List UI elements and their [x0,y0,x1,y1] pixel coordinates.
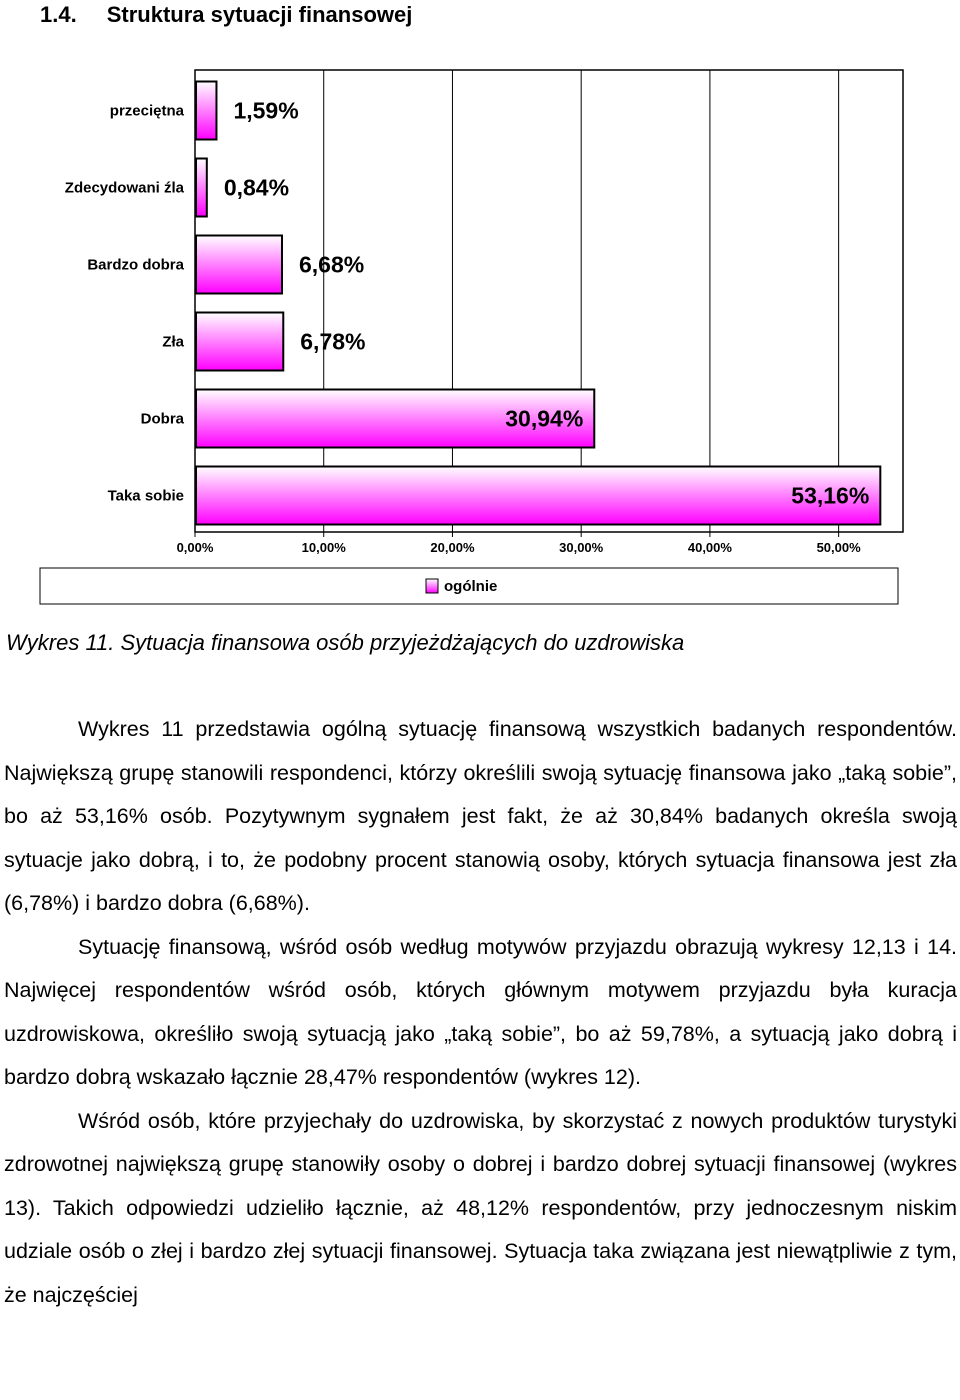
body-text [4,708,957,1317]
category-label: Zła [162,333,184,351]
bar [196,236,282,294]
paragraph: Sytuację finansową, wśród osób według motywów przyjazdu obrazują wykresy 12,13 i 14. Najwięcej respondentów wśród osób, których głównym motywem przyjazdu była kuracja uzdrowiskowa, określiło swoją sytuacją jako „taką sobie”, bo aż 59,78%, a sytuacją jako dobrą i bardzo dobrą wskazało łącznie 28,47% respondentów (wykres 12). [4,934,957,1089]
x-tick-label: 0,00% [176,540,214,555]
section-number: 1.4. [40,2,77,27]
x-tick-label: 20,00% [430,540,475,555]
category-label: Taka sobie [107,487,184,505]
data-label: 53,16% [791,482,870,509]
bar-chart [0,60,910,610]
x-tick-label: 40,00% [687,540,732,555]
x-tick-label: 50,00% [816,540,861,555]
section-title: Struktura sytuacji finansowej [106,2,413,27]
plot-area [195,70,903,532]
paragraph: Wykres 11 przedstawia ogólną sytuację finansową wszystkich badanych respondentów. Największą grupę stanowili respondenci, którzy określili swoją sytuację finansowa jako „taką sobie”, bo aż 53,16% osób. Pozytywnym sygnałem jest fakt, że aż 30,84% badanych określa swoją sytuacje jako dobrą, i to, że podobny procent stanowią osoby, których sytuacja finansowa jest zła (6,78%) i bardzo dobra (6,68%). [4,717,957,915]
paragraph: Wśród osób, które przyjechały do uzdrowiska, by skorzystać z nowych produktów turystyki zdrowotnej największą grupę stanowiły osoby o dobrej i bardzo dobrej sytuacji finansowej (wykres 13). Takich odpowiedzi udzieliło łącznie, aż 48,12% respondentów, przy jednoczesnym niskim udziale osób o złej i bardzo złej sytuacji finansowej. Sytuacja taka związana jest niewątpliwie z tym, że najczęściej [4,1108,957,1307]
category-label: przeciętna [109,102,184,120]
data-label: 30,94% [505,405,584,432]
data-label: 6,78% [300,328,366,355]
chart-svg [0,60,910,610]
x-tick-label: 10,00% [301,540,346,555]
category-label: Zdecydowani źla [64,179,184,197]
legend-swatch [426,579,438,593]
data-label: 1,59% [233,97,299,124]
category-label: Dobra [140,410,184,428]
x-tick-label: 30,00% [559,540,604,555]
bar [196,82,216,140]
bar [196,467,880,525]
bar [196,159,207,217]
category-label: Bardzo dobra [87,256,184,274]
data-label: 6,68% [298,251,365,278]
figure-caption: Wykres 11. Sytuacja finansowa osób przyjeżdżających do uzdrowiska [6,630,685,655]
legend-label: ogólnie [444,578,498,595]
bar [196,313,283,371]
section-heading [40,2,412,28]
data-label: 0,84% [223,174,290,201]
